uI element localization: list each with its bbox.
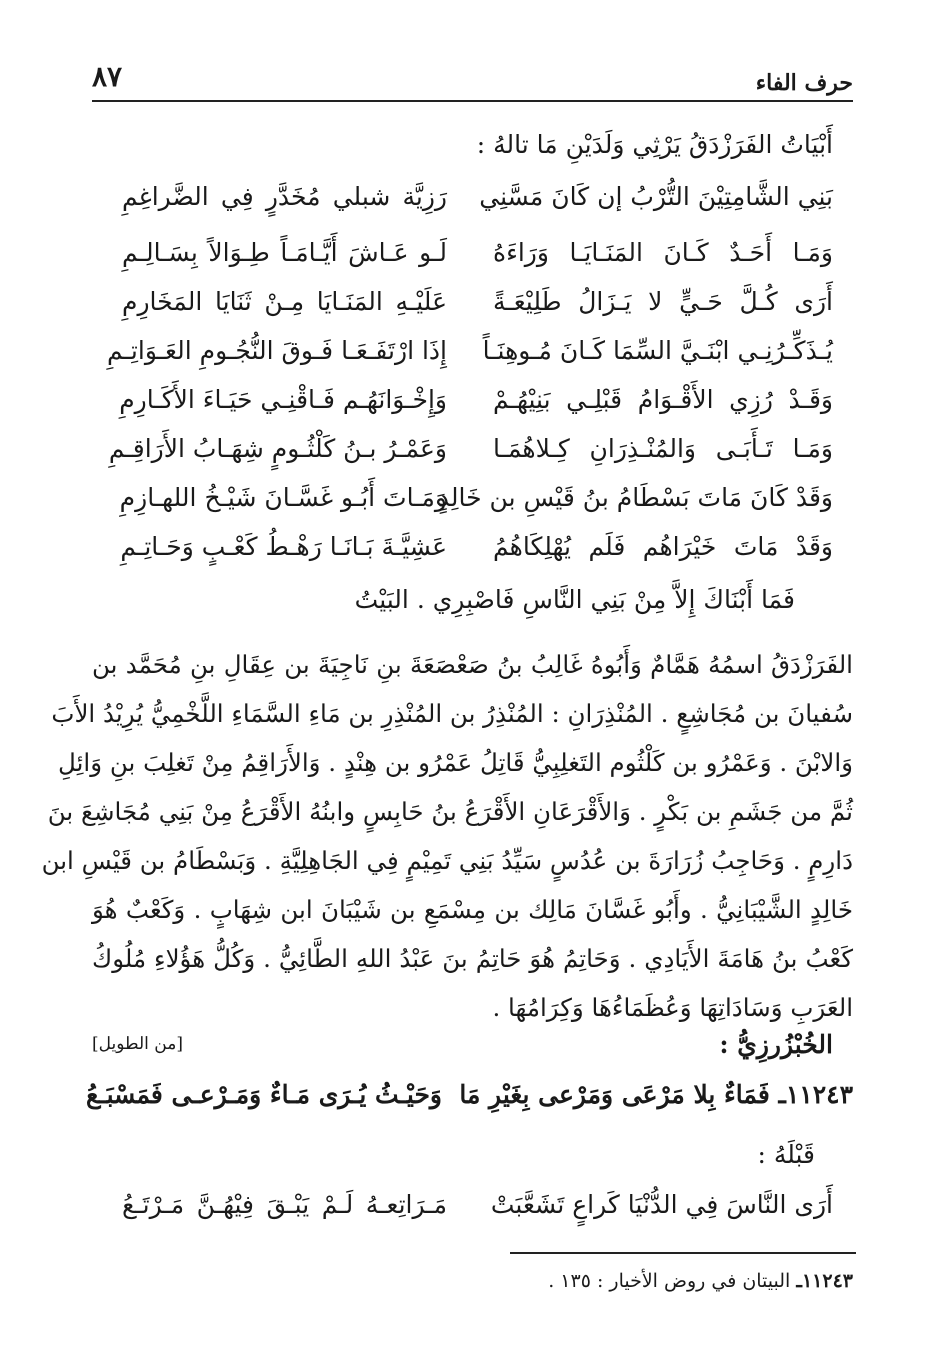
entry-header	[92, 1030, 853, 1070]
numbered-verse	[85, 1080, 853, 1124]
verse-first-hemistich: وَقَدْ كَانَ مَاتَ بَسْطَامُ بنُ قَيْسِ بن خَالِدٍ	[437, 483, 833, 512]
commentary-line: دَارِمٍ . وَحَاجِبُ زُرَارَةَ بن عُدُسٍ سَيِّدُ بَنِي تَمِيْمٍ فِي الجَاهِلِيَّةِ . وَبَسْطَامُ بن قَيْسِ ابن	[41, 846, 853, 875]
preceding-label: قَبْلَهُ :	[757, 1140, 815, 1169]
footnote	[548, 1270, 853, 1292]
poem-verse	[92, 532, 853, 576]
poet-name: الخُبْزُرزِيُّ :	[719, 1030, 833, 1059]
chapter-title: حرف الفاء	[755, 70, 853, 96]
verse-first-hemistich: أَرَى النَّاسَ فِي الدُّنْيَا كَراعٍ تَشَعَّبَتْ	[490, 1190, 833, 1219]
commentary-line: خَالِدٍ الشَّيْبَانِيُّ . وأَبُو غَسَّانَ مَالِك بن مِسْمَعِ بن شَيْبَانَ ابن شِهَابٍ . وَكَعْبٌ هُوَ	[92, 895, 853, 924]
header-rule	[92, 100, 853, 102]
verse-first-hemistich: وَمَـا تَـأَبَـى وَالمُنْـذِرَانِ كِـلاهُمَـا	[493, 434, 833, 463]
poem-verse	[92, 385, 853, 429]
commentary-line: وَالابْنَ . وَعَمْرُو بن كَلْثُوم التَغلِبِيُّ قَاتِلُ عَمْرُو بن هِنْدٍ . وَالأَرَاقِمُ مِنْ تَغلِبَ بنِ وَائِلِ	[58, 748, 853, 777]
verse-second-hemistich: وَإِخْـوَانَهُـم فَـاقْنِـي حَيَـاءَ الأَكَـارِمِ	[119, 385, 447, 414]
page-header	[92, 52, 853, 100]
poem-tail-line: فَمَا أَبْنَاكَ إِلاَّ مِنْ بَنِي النَّاسِ فَاصْبِرِي . البَيْتُ	[354, 585, 795, 614]
verse-second-hemistich: عَشِيَّـةَ بَـانَـا رَهْـطُ كَعْـبٍ وَحَـاتِـمِ	[120, 532, 447, 561]
preceding-verse	[92, 1190, 853, 1234]
meter-label: [من الطويل]	[92, 1034, 183, 1054]
verse-first-hemistich: وَقَدْ مَاتَ خَيْرَاهُم فَلَم يُهْلِكَاهُمُ	[493, 532, 833, 561]
verse-second-hemistich: وَحَيْـثُ يُـرَى مَـاءٌ وَمَـرْعـى فَمَسْبَـعُ	[85, 1080, 442, 1109]
verse-first-hemistich: وَقَـدْ رُزِي الأَقْـوَامُ قَبْلِـي بَنِيْهُـمْ	[493, 385, 833, 414]
poem-intro: أَبْيَاتُ الفَرَزْدَقُ يَرْثِي وَلَدَيْنِ مَا تالهُ :	[476, 130, 833, 159]
verse-second-hemistich: رَزِيَّة شبلي مُخَدَّرٍ فِي الضَّراغِمِ	[122, 182, 447, 211]
footnote-rule	[510, 1252, 856, 1254]
verse-second-hemistich: إِذَا ارْتَفَـعَـا فَـوقَ النُّجُـومِ العَـوَاتِـمِ	[106, 336, 447, 365]
poem-verse	[92, 483, 853, 527]
footnote-number: ١١٢٤٣ـ	[796, 1270, 853, 1292]
verse-first-hemistich: وَمَـا أَحَـدٌ كَـانَ المَنَـايَـا وَرَاءَهُ	[493, 238, 833, 267]
verse-first-hemistich: أَرَى كُـلَّ حَـيٍّ لا يَـزَالُ طَلِيْعَـةً	[493, 287, 833, 316]
commentary-paragraph	[41, 640, 853, 1032]
commentary-line: كَعْبُ بنُ هَامَةَ الأَيَادِي . وَحَاتِمُ هُوَ حَاتِمُ بنَ عَبْدُ اللهِ الطَّائِيُّ . وَكُلُّ هَؤُلاءِ مُلُوكُ	[92, 944, 853, 973]
verse-second-hemistich: عَلَيْـهِ المَنَـايَا مِـنْ ثَنَايَا المَخَارِمِ	[122, 287, 447, 316]
commentary-line: سُفيانَ بن مُجَاشِعٍ . المُنْذِرَانِ : المُنْذِرُ بن المُنْذِرِ بن مَاءِ السَّمَاءِ اللَّخْمِيُّ يُرِيْدُ الأَبَ	[51, 699, 853, 728]
poem-verse	[92, 287, 853, 331]
poem-verse	[92, 336, 853, 380]
verse-second-hemistich: مَـرَاتِعـهُ لَـمْ يَبْـقَ فِيْهُـنَّ مَـرْتَـعُ	[122, 1190, 447, 1219]
poem-verse	[92, 182, 853, 226]
verse-first-hemistich: يُـذَكِّـرُنِـي ابْنَـيَّ السِّمَا كَـانَ مُـوهِنَـاً	[482, 336, 833, 365]
commentary-line: الفَرَزْدَقُ اسمُهُ هَمَّامٌ وَأَبُوهُ غَالِبُ بنُ صَعْصَعَةَ بنِ نَاجِيَةَ بن عِقَالِ بنِ مُحَمَّد بن	[92, 650, 853, 679]
page-number: ٨٧	[92, 60, 123, 93]
verse-first-hemistich: بَنِي الشَّامِتِيْنَ التُّرْبُ إن كَانَ مَسَّنِي	[479, 182, 833, 211]
commentary-line: ثُمَّ من جَشَمِ بن بَكْرٍ . وَالأَقْرَعَانِ الأَقْرَعُ بنُ حَابِسٍ وابنُهُ الأَقْرَعُ مِنْ بَنِي مُجَاشِعَ بنَ	[47, 797, 853, 826]
poem-verse	[92, 434, 853, 478]
commentary-line: العَرَبِ وَسَادَاتِهَا وَعُظَمَاءُهَا وَكِرَامُهَا .	[492, 993, 853, 1022]
verse-second-hemistich: وَمَـاتَ أَبُـو غَسَّـانَ شَيْـخُ اللهـازِمِ	[119, 483, 447, 512]
poem-verse	[92, 238, 853, 282]
verse-second-hemistich: لَـو عَـاشَ أَيَّـامَـاً طِـوَالاً بِسَـالِـمِ	[122, 238, 447, 267]
verse-first-hemistich: ١١٢٤٣ـ فَمَاءٌ بِلا مَرْعَى وَمَرْعى بِغَيْرِ مَا	[459, 1080, 853, 1109]
footnote-text: البيتان في روض الأخيار : ١٣٥ .	[548, 1270, 791, 1292]
verse-second-hemistich: وَعَمْـرُ بـنُ كَلْثُـومٍ شِهَـابُ الأَرَاقِـمِ	[108, 434, 447, 463]
